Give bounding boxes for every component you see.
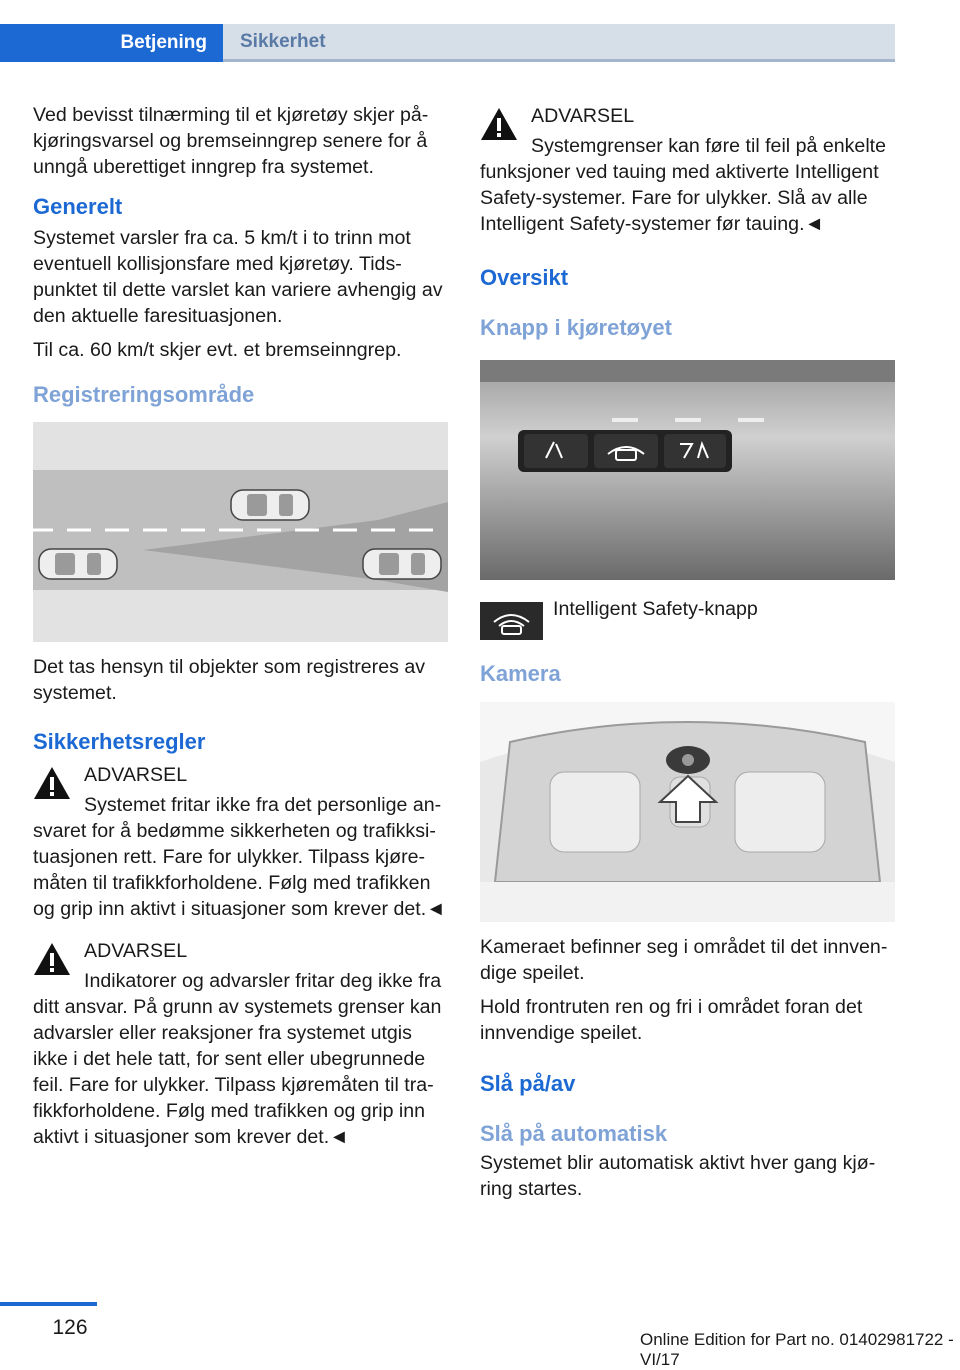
detection-range-figure bbox=[33, 422, 448, 642]
intelligent-safety-button-icon bbox=[480, 602, 543, 640]
button-panel-photo bbox=[480, 360, 895, 580]
kamera-heading: Kamera bbox=[480, 661, 561, 686]
tab-underline bbox=[223, 59, 895, 62]
kamera-paragraph-1: Kameraet befinner seg i området til det innvendige speilet. bbox=[480, 936, 888, 984]
own-car-icon bbox=[363, 549, 441, 579]
warning-3-text: Systemgrenser kan føre til feil på enkelte funksjoner ved tauing med aktiverte Intelligent Safety-systemer. Fare for ulykker. Slå av alle Intelligent Safety-systemer før tauing.◄ bbox=[480, 135, 887, 235]
slaa-heading: Slå på/av bbox=[480, 1071, 576, 1096]
warning-1-text: Systemet fritar ikke fra det personlige ansvaret for å bedømme sikkerheten og trafikksituasjonen rett. Fare for ulykker. Tilpass kjøremåten til trafikkforholdene. Følg med trafikken og grip inn aktivt i situasjoner som krever det.◄ bbox=[33, 794, 446, 920]
generelt-paragraph-2: Til ca. 60 km/t skjer evt. et bremseinngrep. bbox=[33, 339, 402, 361]
tab-betjening[interactable]: Betjening bbox=[0, 24, 223, 62]
generelt-paragraph-1: Systemet varsler fra ca. 5 km/t i to trinn mot eventuell kollisjonsfare med kjøretøy. Tidspunktet til dette varslet kan variere avhengig av den aktuelle faresituasjonen. bbox=[33, 227, 443, 327]
registreringsomrade-heading: Registreringsområde bbox=[33, 382, 255, 407]
warning-block-1 bbox=[33, 762, 448, 922]
warning-triangle-icon bbox=[480, 107, 518, 141]
footer-accent-line bbox=[0, 1302, 97, 1306]
left-column bbox=[33, 100, 448, 1150]
right-column bbox=[480, 100, 895, 1202]
warning-block-3 bbox=[480, 103, 895, 237]
edition-footer: Online Edition for Part no. 01402981722 - VI/17 bbox=[640, 1330, 954, 1369]
intro-paragraph: Ved bevisst tilnærming til et kjøretøy skjer påkjøringsvarsel og bremseinngrep senere for å unngå uberettiget inngrep fra systemet. bbox=[33, 104, 429, 178]
registreringsomrade-caption: Det tas hensyn til objekter som registreres av systemet. bbox=[33, 656, 426, 704]
warning-triangle-icon bbox=[33, 766, 71, 800]
button-legend bbox=[480, 600, 895, 644]
car-ahead-icon bbox=[231, 490, 309, 520]
slaa-auto-paragraph: Systemet blir automatisk aktivt hver gang kjøring startes. bbox=[480, 1152, 876, 1200]
tab-sikkerhet[interactable]: Sikkerhet bbox=[223, 24, 895, 59]
warning-2-text: Indikatorer og advarsler fritar deg ikke fra ditt ansvar. På grunn av systemets grenser kan advarsler eller reaksjoner fra systemet utgis ikke i det hele tatt, for sent eller ubegrunnede feil. Fare for ulykker. Tilpass kjøremåten til trafikkforholdene. Følg med trafikken og grip inn aktivt i situasjoner som krever det.◄ bbox=[33, 970, 442, 1148]
kamera-paragraph-2: Hold frontruten ren og fri i området foran det innvendige speilet. bbox=[480, 996, 863, 1044]
warning-3-title: ADVARSEL bbox=[531, 105, 635, 127]
sikkerhetsregler-heading: Sikkerhetsregler bbox=[33, 729, 206, 754]
warning-2-title: ADVARSEL bbox=[84, 940, 188, 962]
knapp-heading: Knapp i kjøretøyet bbox=[480, 315, 672, 340]
oversikt-heading: Oversikt bbox=[480, 265, 569, 290]
camera-photo bbox=[480, 702, 895, 922]
slaa-auto-heading: Slå på automatisk bbox=[480, 1121, 668, 1146]
page-number: 126 bbox=[52, 1316, 88, 1339]
button-caption: Intelligent Safety-knapp bbox=[553, 598, 758, 620]
warning-1-title: ADVARSEL bbox=[84, 764, 188, 786]
car-left-icon bbox=[39, 549, 117, 579]
generelt-heading: Generelt bbox=[33, 194, 123, 219]
warning-block-2 bbox=[33, 938, 448, 1150]
warning-triangle-icon bbox=[33, 942, 71, 976]
header-tabs bbox=[0, 24, 895, 62]
